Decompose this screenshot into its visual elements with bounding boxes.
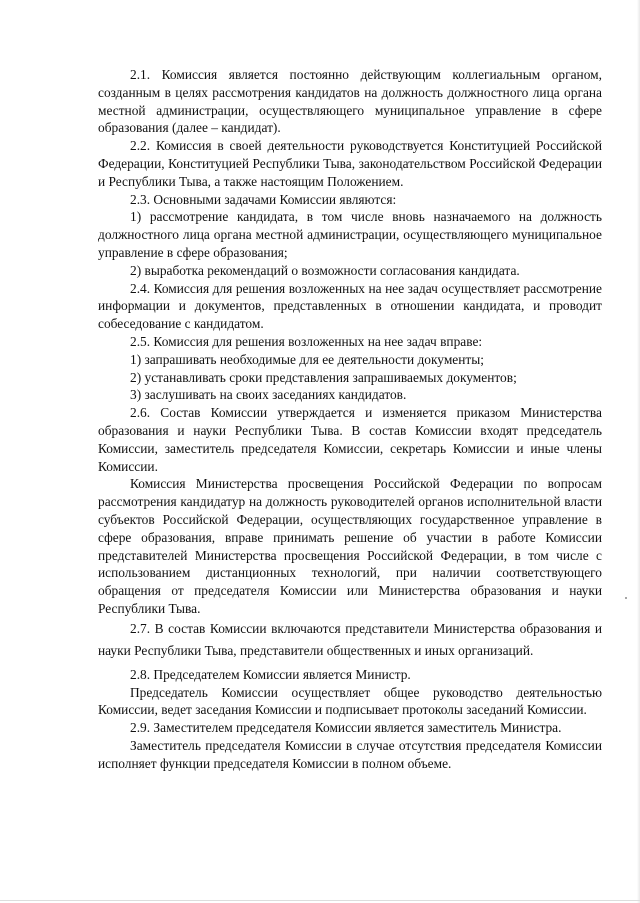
paragraph-chairman-duties: Председатель Комиссии осуществляет общее руководство деятельностью Комиссии, ведет заседания Комиссии и подписывает протоколы заседаний Комиссии. xyxy=(98,684,602,718)
scan-speck xyxy=(625,597,627,599)
list-item-right-3: 3) заслушивать на своих заседаниях кандидатов. xyxy=(130,387,407,403)
paragraph-ministry-participation: Комиссия Министерства просвещения Российской Федерации по вопросам рассмотрения кандидатур на должность руководителей органов исполнительной власти субъектов Российской Федерации, осуществляющих государственное управление в сфере образования, вправе принимать решение об участии в работе Комиссии представителей Министерства просвещения Российской Федерации, в том числе с использованием дистанционных технологий, при наличии соответствующего обращения от председателя Комиссии или Министерства образования и науки Республики Тыва. xyxy=(98,476,602,616)
paragraph-2-3: 2.3. Основными задачами Комиссии являются: xyxy=(130,191,397,207)
list-item-task-2: 2) выработка рекомендаций о возможности согласования кандидата. xyxy=(130,262,520,278)
paragraph-2-7: 2.7. В состав Комиссии включаются представители Министерства образования и науки Республики Тыва, представители общественных и иных организаций. xyxy=(98,620,602,658)
list-item-task-1: 1) рассмотрение кандидата, в том числе вновь назначаемого на должность должностного лица органа местной администрации, осуществляющего муниципальное управление в сфере образования; xyxy=(98,209,602,260)
list-item-right-1: 1) запрашивать необходимые для ее деятельности документы; xyxy=(130,351,484,367)
paragraph-2-4: 2.4. Комиссия для решения возложенных на нее задач осуществляет рассмотрение информации и документов, представленных в отношении кандидата, и проводит собеседование с кандидатом. xyxy=(98,280,602,332)
paragraph-2-2: 2.2. Комиссия в своей деятельности руководствуется Конституцией Российской Федерации, Конституцией Республики Тыва, законодательством Российской Федерации и Республики Тыва, а также настоящим Положением. xyxy=(98,138,602,189)
scan-bottom-edge xyxy=(0,900,640,901)
list-item-right-2: 2) устанавливать сроки представления запрашиваемых документов; xyxy=(130,369,517,385)
paragraph-deputy-duties: Заместитель председателя Комиссии в случае отсутствия председателя Комиссии исполняет функции председателя Комиссии в полном объеме. xyxy=(98,737,602,771)
paragraph-2-5: 2.5. Комиссия для решения возложенных на нее задач вправе: xyxy=(130,333,483,349)
paragraph-2-6: 2.6. Состав Комиссии утверждается и изменяется приказом Министерства образования и науки Республики Тыва. В состав Комиссии входят председатель Комиссии, заместитель председателя Комиссии, секретарь Комиссии и иные члены Комиссии. xyxy=(98,405,602,474)
paragraph-2-8: 2.8. Председателем Комиссии является Министр. xyxy=(130,666,411,682)
document-body xyxy=(98,66,602,772)
paragraph-2-9: 2.9. Заместителем председателя Комиссии является заместитель Министра. xyxy=(130,720,562,736)
paragraph-2-1: 2.1. Комиссия является постоянно действующим коллегиальным органом, созданным в целях рассмотрения кандидатов на должность должностного лица органа местной администрации, осуществляющего муниципальное управление в сфере образования (далее – кандидат). xyxy=(98,67,602,136)
